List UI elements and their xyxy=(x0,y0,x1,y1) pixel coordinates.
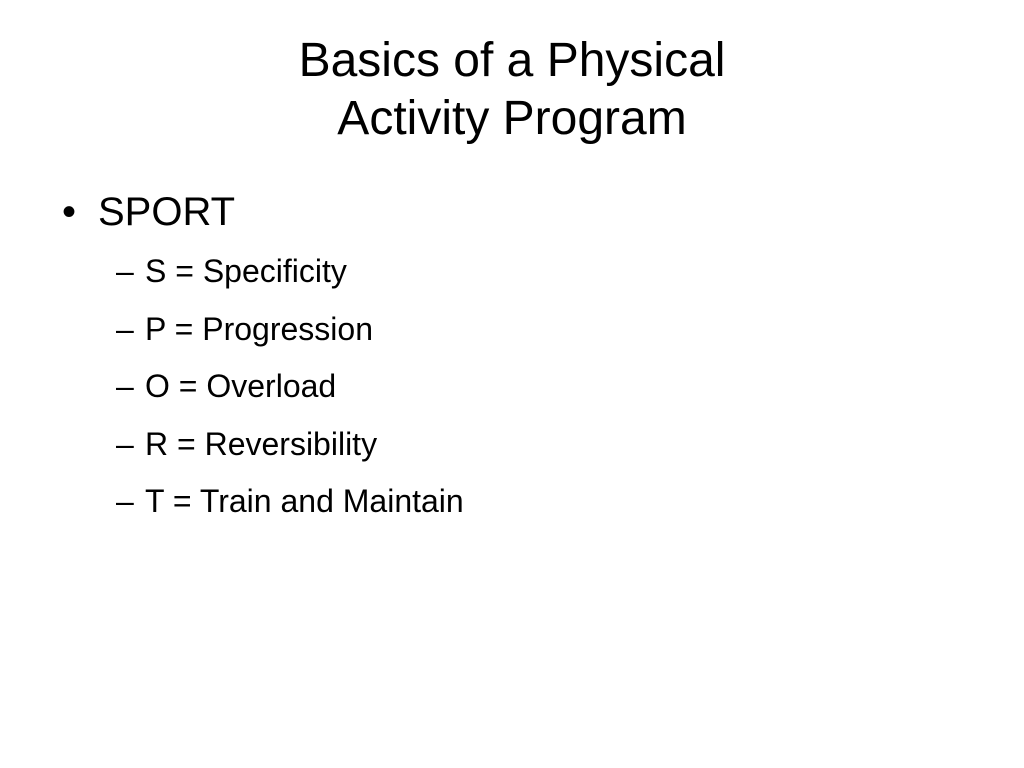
bullet-marker: • xyxy=(62,190,77,234)
sub-bullet-dash: – xyxy=(116,253,134,289)
sub-bullet-text: S = Specificity xyxy=(145,253,347,289)
sub-bullet-item xyxy=(116,482,464,540)
main-bullet xyxy=(62,188,235,236)
sub-bullet-dash: – xyxy=(116,310,134,347)
sub-bullet-text: P = Progression xyxy=(145,310,373,347)
sub-bullet-dash: – xyxy=(116,368,134,404)
slide-title xyxy=(0,32,1024,148)
sub-bullet-dash: – xyxy=(116,425,134,462)
main-bullet-text: SPORT xyxy=(98,190,236,234)
sub-bullet-item xyxy=(116,367,464,425)
sub-bullet-dash: – xyxy=(116,483,134,519)
title-line-1: Basics of a Physical xyxy=(298,34,726,87)
sub-bullet-text: O = Overload xyxy=(145,368,337,404)
sub-bullet-text: R = Reversibility xyxy=(145,425,378,462)
sub-bullet-list xyxy=(116,252,464,540)
sub-bullet-item xyxy=(116,252,464,310)
sub-bullet-text: T = Train and Maintain xyxy=(145,483,464,519)
title-line-2: Activity Program xyxy=(337,92,687,145)
sub-bullet-item xyxy=(116,425,464,483)
sub-bullet-item xyxy=(116,310,464,368)
